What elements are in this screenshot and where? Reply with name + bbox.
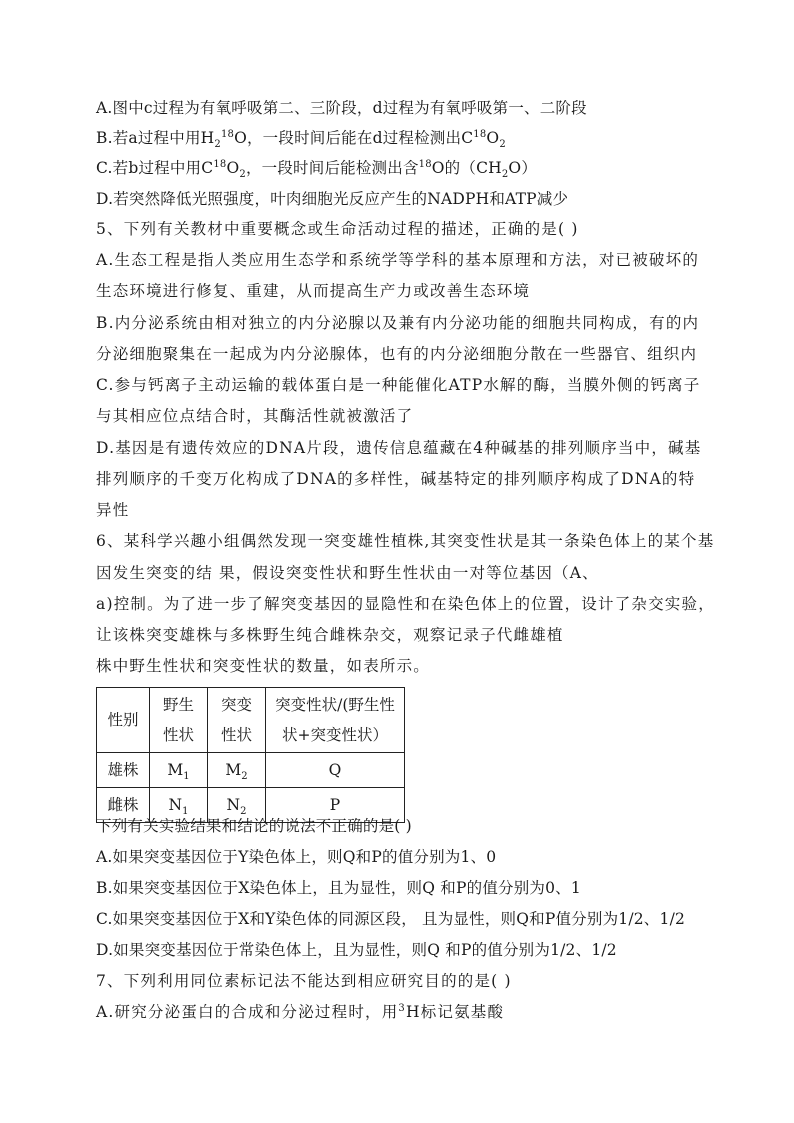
q6-ask: 下列有关实验结果和结论的说法不正确的是( ) bbox=[96, 817, 412, 835]
cell-female-wild: $N_1$ bbox=[150, 788, 208, 823]
header-sex: 性别 bbox=[97, 688, 150, 753]
q5-stem: 5、下列有关教材中重要概念或生命活动过程的描述，正确的是( ) bbox=[96, 220, 579, 238]
q4-option-c: C.若b过程中用$C^{18}O_2$，一段时间后能检测出含$^{18}$O的$(CH_2O)$ bbox=[96, 158, 538, 181]
q6-option-a: A.如果突变基因位于Y染色体上，则Q和P的值分别为1、0 bbox=[96, 848, 497, 866]
q5-option-d-line2: 排列顺序的千变万化构成了DNA的多样性，碱基特定的排列顺序构成了DNA的特 bbox=[96, 470, 696, 488]
header-wild-trait: 野生 性状 bbox=[150, 688, 208, 753]
table-row bbox=[97, 753, 405, 788]
cell-male-mutant: $M_2$ bbox=[208, 753, 266, 788]
q5-option-c-line1: C.参与钙离子主动运输的载体蛋白是一种能催化ATP水解的酶，当膜外侧的钙离子 bbox=[96, 376, 701, 394]
q5-option-b-line2: 分泌细胞聚集在一起成为内分泌腺体，也有的内分泌细胞分散在一些器官、组织内 bbox=[96, 345, 698, 363]
q6-result-table bbox=[96, 687, 405, 823]
q5-option-d-line1: D.基因是有遗传效应的DNA片段，遗传信息蕴藏在4种碱基的排列顺序当中，碱基 bbox=[96, 439, 702, 457]
q5-option-a-line2: 生态环境进行修复、重建，从而提高生产力或改善生态环境 bbox=[96, 282, 531, 300]
q6-stem-line3: a)控制。为了进一步了解突变基因的显隐性和在染色体上的位置，设计了杂交实验， bbox=[96, 595, 715, 613]
q6-stem-line1: 6、某科学兴趣小组偶然发现一突变雄性植株,其突变性状是其一条染色体上的某个基 bbox=[96, 532, 715, 550]
cell-female-mutant: $N_2$ bbox=[208, 788, 266, 823]
q7-stem: 7、下列利用同位素标记法不能达到相应研究目的的是( ) bbox=[96, 972, 512, 990]
cell-sex-female: 雌株 bbox=[97, 788, 150, 823]
q6-option-b: B.如果突变基因位于X染色体上，且为显性，则Q 和P的值分别为0、1 bbox=[96, 879, 581, 897]
q5-option-d-line3: 异性 bbox=[96, 501, 130, 519]
q6-option-d: D.如果突变基因位于常染色体上，且为显性，则Q 和P的值分别为1/2、1/2 bbox=[96, 941, 617, 959]
cell-male-ratio: Q bbox=[266, 753, 405, 788]
q6-stem-line4: 让该株突变雄株与多株野生纯合雌株杂交，观察记录子代雌雄植 bbox=[96, 626, 564, 644]
q4-option-b: B.若a过程中用$H_2^{18}O$，一段时间后能在d过程检测出$C^{18}O_2$ bbox=[96, 128, 506, 151]
q6-stem-line5: 株中野生性状和突变性状的数量，如表所示。 bbox=[96, 657, 431, 675]
cell-sex-male: 雄株 bbox=[97, 753, 150, 788]
table-header-row bbox=[97, 688, 405, 753]
header-mutant-trait: 突变 性状 bbox=[208, 688, 266, 753]
q6-option-c: C.如果突变基因位于X和Y染色体的同源区段， 且为显性，则Q和P值分别为1/2、1/2 bbox=[96, 910, 686, 928]
q4-option-d: D.若突然降低光照强度，叶肉细胞光反应产生的NADPH和ATP减少 bbox=[96, 190, 569, 208]
cell-female-ratio: P bbox=[266, 788, 405, 823]
q5-option-b-line1: B.内分泌系统由相对独立的内分泌腺以及兼有内分泌功能的细胞共同构成，有的内 bbox=[96, 314, 700, 332]
q6-stem-line2: 因发生突变的结 果，假设突变性状和野生性状由一对等位基因（A、 bbox=[96, 564, 599, 582]
q5-option-a-line1: A.生态工程是指人类应用生态学和系统学等学科的基本原理和方法，对已被破坏的 bbox=[96, 251, 700, 269]
q5-option-c-line2: 与其相应位点结合时，其酶活性就被激活了 bbox=[96, 407, 414, 425]
q4-option-a: A.图中c过程为有氧呼吸第二、三阶段，d过程为有氧呼吸第一、二阶段 bbox=[96, 99, 587, 117]
header-mutant-ratio: 突变性状/(野生性 状+突变性状） bbox=[266, 688, 405, 753]
q7-option-a: A.研究分泌蛋白的合成和分泌过程时，用$^3$H标记氨基酸 bbox=[96, 1002, 505, 1021]
cell-male-wild: $M_1$ bbox=[150, 753, 208, 788]
